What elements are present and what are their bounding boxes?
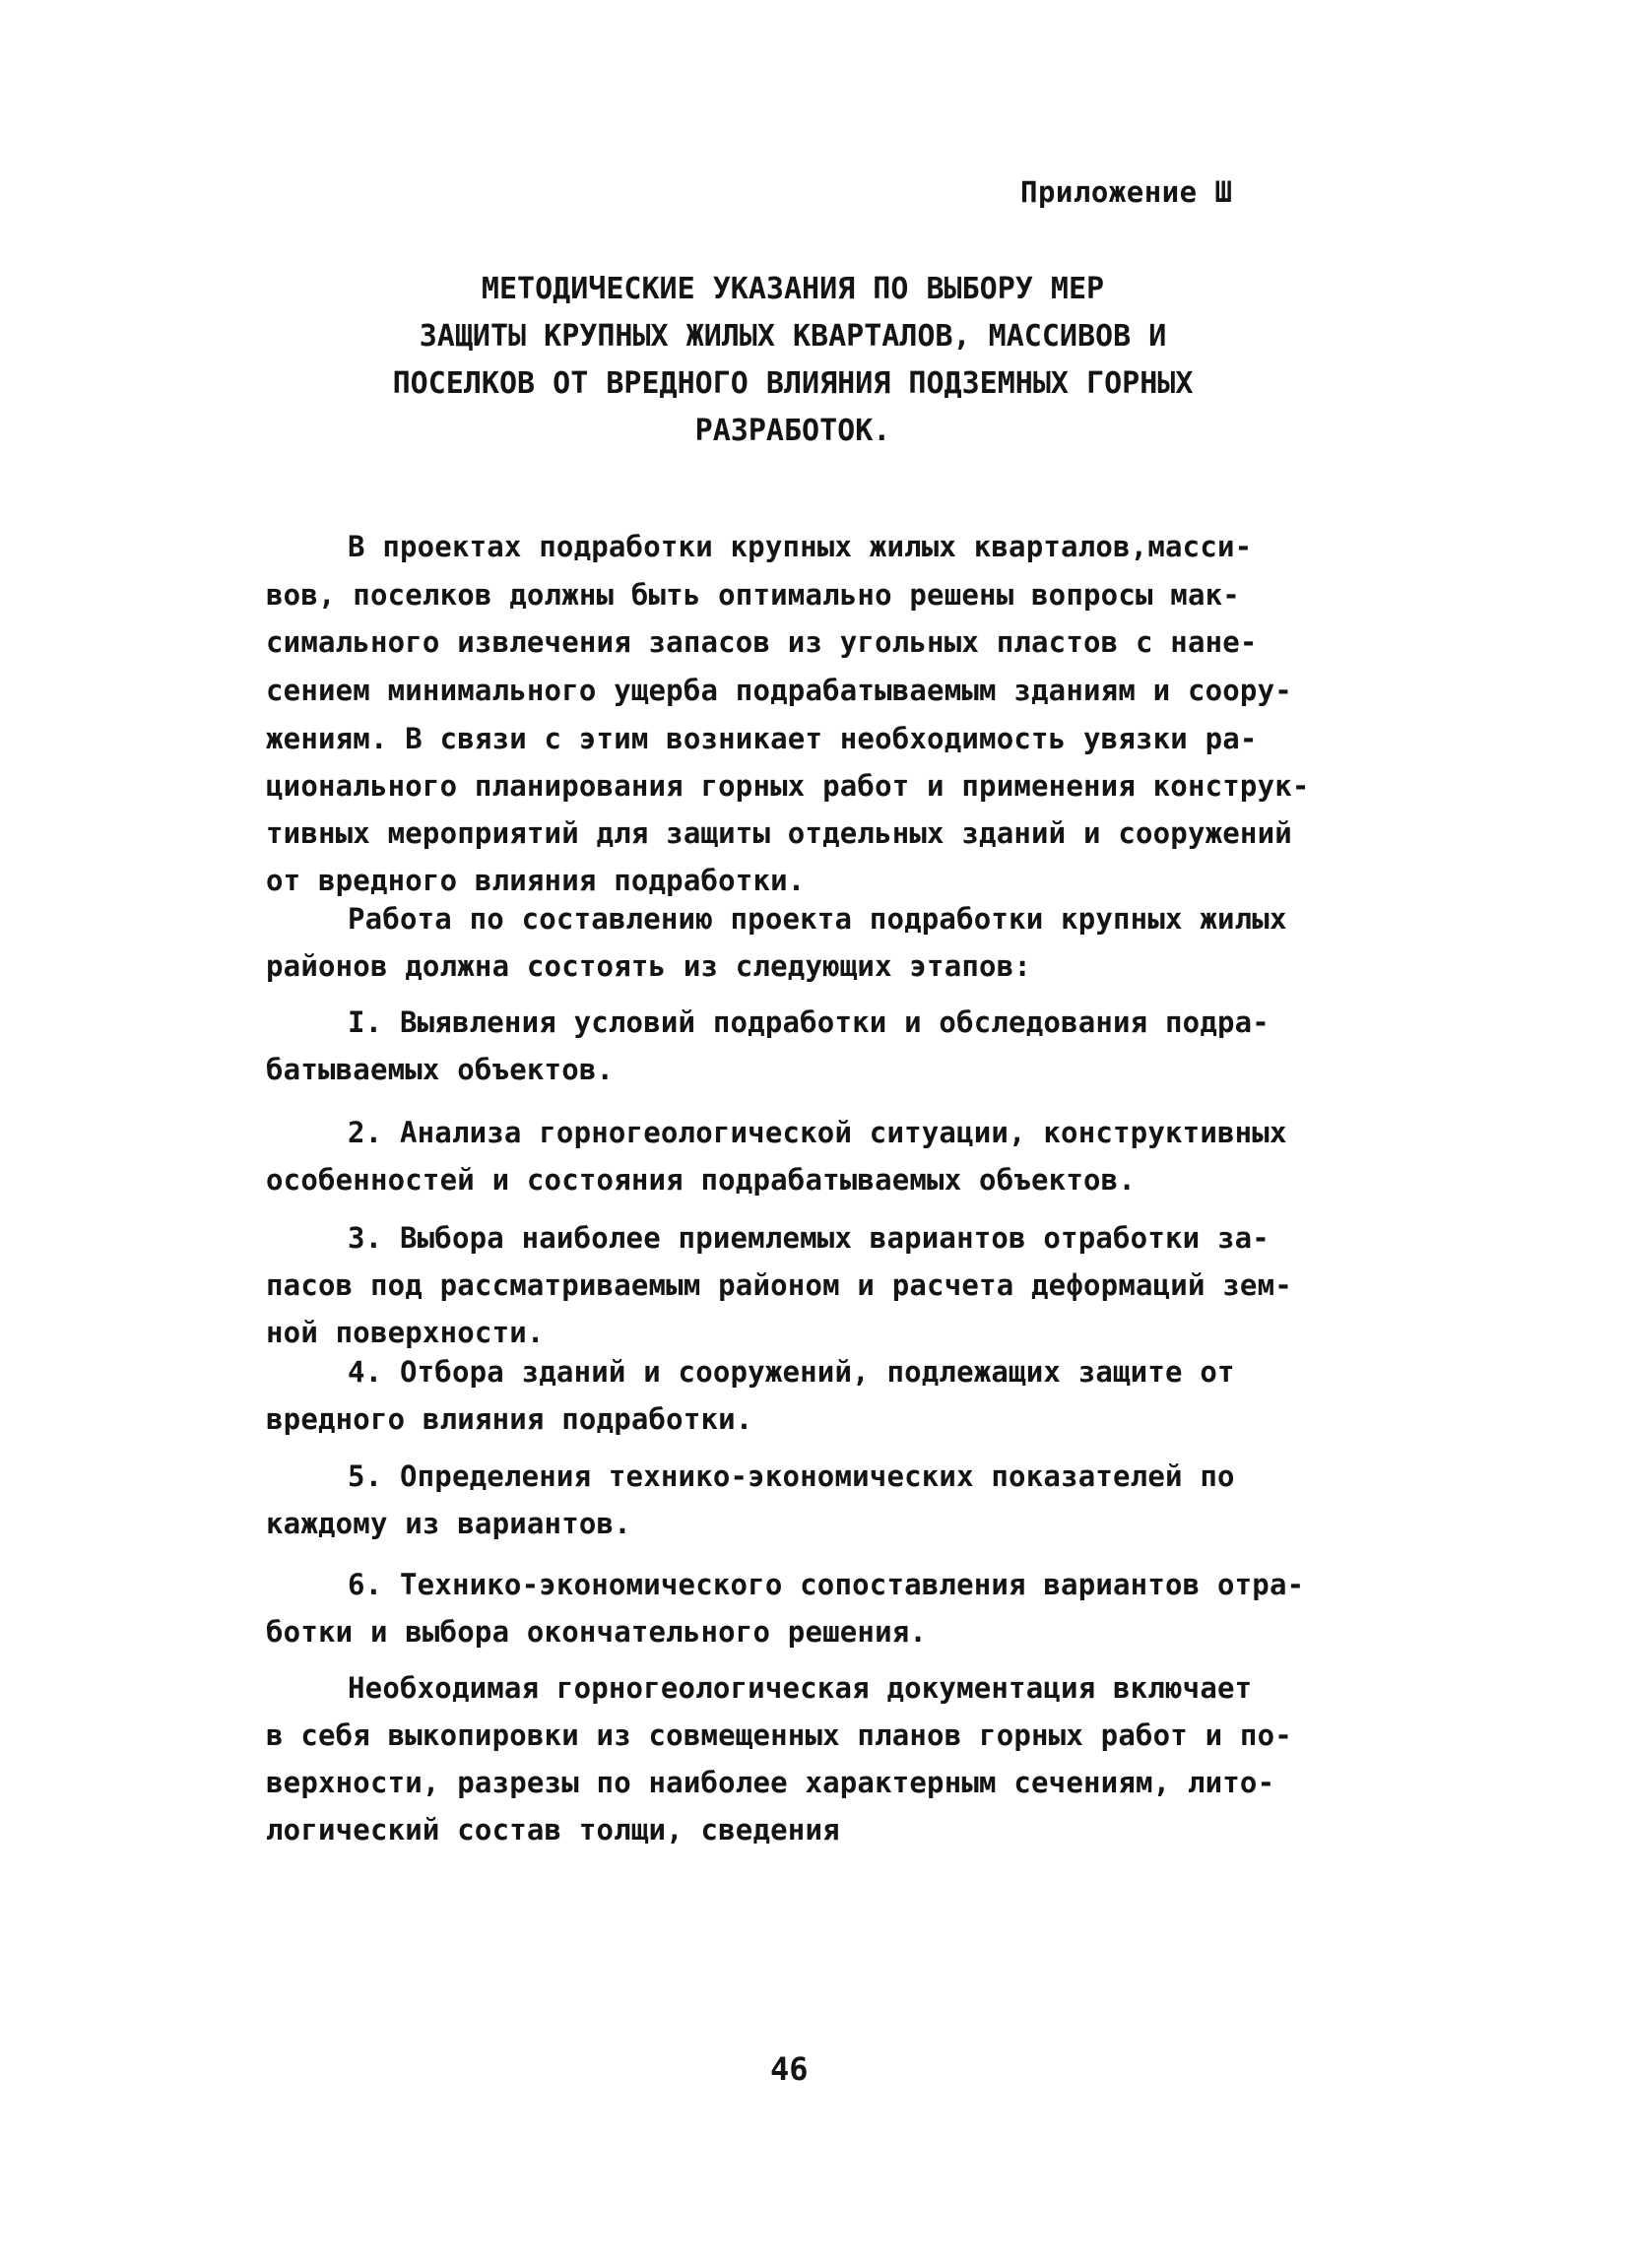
text-line: 5. Определения технико-экономических показателей по bbox=[348, 1459, 1235, 1493]
text-line: батываемых объектов. bbox=[266, 1053, 615, 1086]
appendix-label: Приложение Ш bbox=[1020, 175, 1233, 209]
text-line: каждому из вариантов. bbox=[266, 1507, 631, 1540]
text-line: ботки и выбора окончательного решения. bbox=[266, 1615, 928, 1649]
text-line: вредного влияния подработки. bbox=[266, 1402, 753, 1436]
text-line: симального извлечения запасов из угольных пластов с нане- bbox=[266, 625, 1258, 659]
text-line: ционального планирования горных работ и применения конструк- bbox=[266, 769, 1310, 803]
title-line: ЗАЩИТЫ КРУПНЫХ ЖИЛЫХ КВАРТАЛОВ, МАССИВОВ И bbox=[419, 319, 1167, 354]
text-line: Работа по составлению проекта подработки крупных жилых bbox=[348, 902, 1287, 936]
text-line: 2. Анализа горногеологической ситуации, конструктивных bbox=[348, 1116, 1287, 1149]
text-line: пасов под рассматриваемым районом и расчета деформаций зем- bbox=[266, 1268, 1292, 1302]
text-line: вов, поселков должны быть оптимально решены вопросы мак- bbox=[266, 578, 1240, 612]
text-line: в себя выкопировки из совмещенных планов горных работ и по- bbox=[266, 1718, 1292, 1752]
text-line: сением минимального ущерба подрабатываемым зданиям и соору- bbox=[266, 674, 1292, 707]
text-line: 6. Технико-экономического сопоставления вариантов отра- bbox=[348, 1568, 1305, 1601]
text-line: I. Выявления условий подработки и обследования подра- bbox=[348, 1005, 1270, 1039]
text-line: тивных мероприятий для защиты отдельных зданий и сооружений bbox=[266, 816, 1292, 850]
document-title bbox=[295, 266, 1290, 455]
text-line: логический состав толщи, сведения bbox=[266, 1813, 840, 1847]
text-line: особенностей и состояния подрабатываемых объектов. bbox=[266, 1163, 1136, 1197]
text-line: Необходимая горногеологическая документация включает bbox=[348, 1671, 1253, 1705]
text-line: районов должна состоять из следующих этапов: bbox=[266, 949, 1032, 983]
text-line: от вредного влияния подработки. bbox=[266, 864, 806, 897]
text-line: верхности, разрезы по наиболее характерным сечениям, лито- bbox=[266, 1766, 1275, 1799]
page-number: 46 bbox=[770, 2050, 809, 2088]
text-line: ной поверхности. bbox=[266, 1316, 545, 1349]
title-line: ПОСЕЛКОВ ОТ ВРЕДНОГО ВЛИЯНИЯ ПОДЗЕМНЫХ ГОРНЫХ bbox=[392, 366, 1194, 401]
text-line: 3. Выбора наиболее приемлемых вариантов отработки за- bbox=[348, 1221, 1270, 1255]
text-line: 4. Отбора зданий и сооружений, подлежащих защите от bbox=[348, 1355, 1235, 1389]
text-line: В проектах подработки крупных жилых кварталов,масси- bbox=[348, 530, 1253, 563]
title-line: РАЗРАБОТОК. bbox=[694, 414, 891, 448]
text-line: жениям. В связи с этим возникает необходимость увязки ра- bbox=[266, 722, 1258, 755]
title-line: МЕТОДИЧЕСКИЕ УКАЗАНИЯ ПО ВЫБОРУ МЕР bbox=[481, 272, 1105, 306]
